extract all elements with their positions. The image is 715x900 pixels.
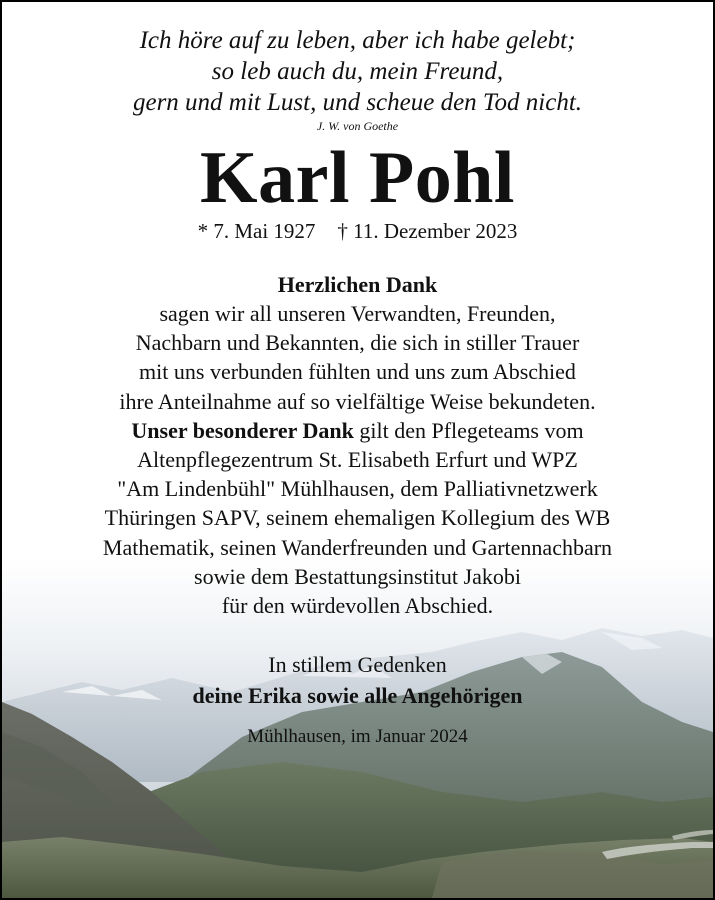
thanks-line: Nachbarn und Bekannten, die sich in stiller Trauer (135, 330, 580, 356)
thanks-line: Thüringen SAPV, seinem ehemaligen Kollegium des WB (104, 505, 611, 531)
quote-line: so leb auch du, mein Freund, (211, 58, 504, 85)
thanks-line: "Am Lindenbühl" Mühlhausen, dem Palliativnetzwerk (117, 476, 598, 502)
special-thanks-bold: Unser besonderer Dank (131, 417, 354, 443)
thanks-line: sowie dem Bestattungsinstitut Jakobi (194, 563, 521, 589)
quote-line: Ich höre auf zu leben, aber ich habe gelebt; (139, 27, 576, 54)
in-memory-text: In stillem Gedenken (268, 652, 447, 678)
notice-content (2, 2, 713, 750)
thanks-title: Herzlichen Dank (277, 272, 438, 297)
thanks-line: sagen wir all unseren Verwandten, Freunden, (159, 301, 556, 326)
thanks-line: Altenpflegezentrum St. Elisabeth Erfurt und WPZ (137, 447, 578, 473)
place-and-date: Mühlhausen, im Januar 2024 (247, 726, 468, 748)
signers: deine Erika sowie alle Angehörigen (192, 683, 523, 709)
thanks-line: mit uns verbunden fühlten und uns zum Abschied (139, 359, 576, 385)
thanks-line: ihre Anteilnahme auf so vielfältige Weise bekundeten. (119, 388, 596, 414)
special-thanks-rest: gilt den Pflegeteams vom (353, 417, 584, 443)
death-date: † 11. Dezember 2023 (337, 219, 518, 243)
deceased-name: Karl Pohl (200, 137, 515, 219)
special-thanks-line (2, 416, 713, 445)
birth-date: * 7. Mai 1927 (197, 219, 316, 243)
quote-line: gern und mit Lust, und scheue den Tod nicht. (132, 89, 583, 116)
goethe-quote (2, 25, 713, 118)
thanks-text (2, 299, 713, 620)
thanks-line: Mathematik, seinen Wanderfreunden und Gartennachbarn (102, 534, 613, 560)
life-dates (2, 218, 713, 244)
thanks-line: für den würdevollen Abschied. (221, 593, 494, 619)
quote-author: J. W. von Goethe (316, 119, 399, 133)
